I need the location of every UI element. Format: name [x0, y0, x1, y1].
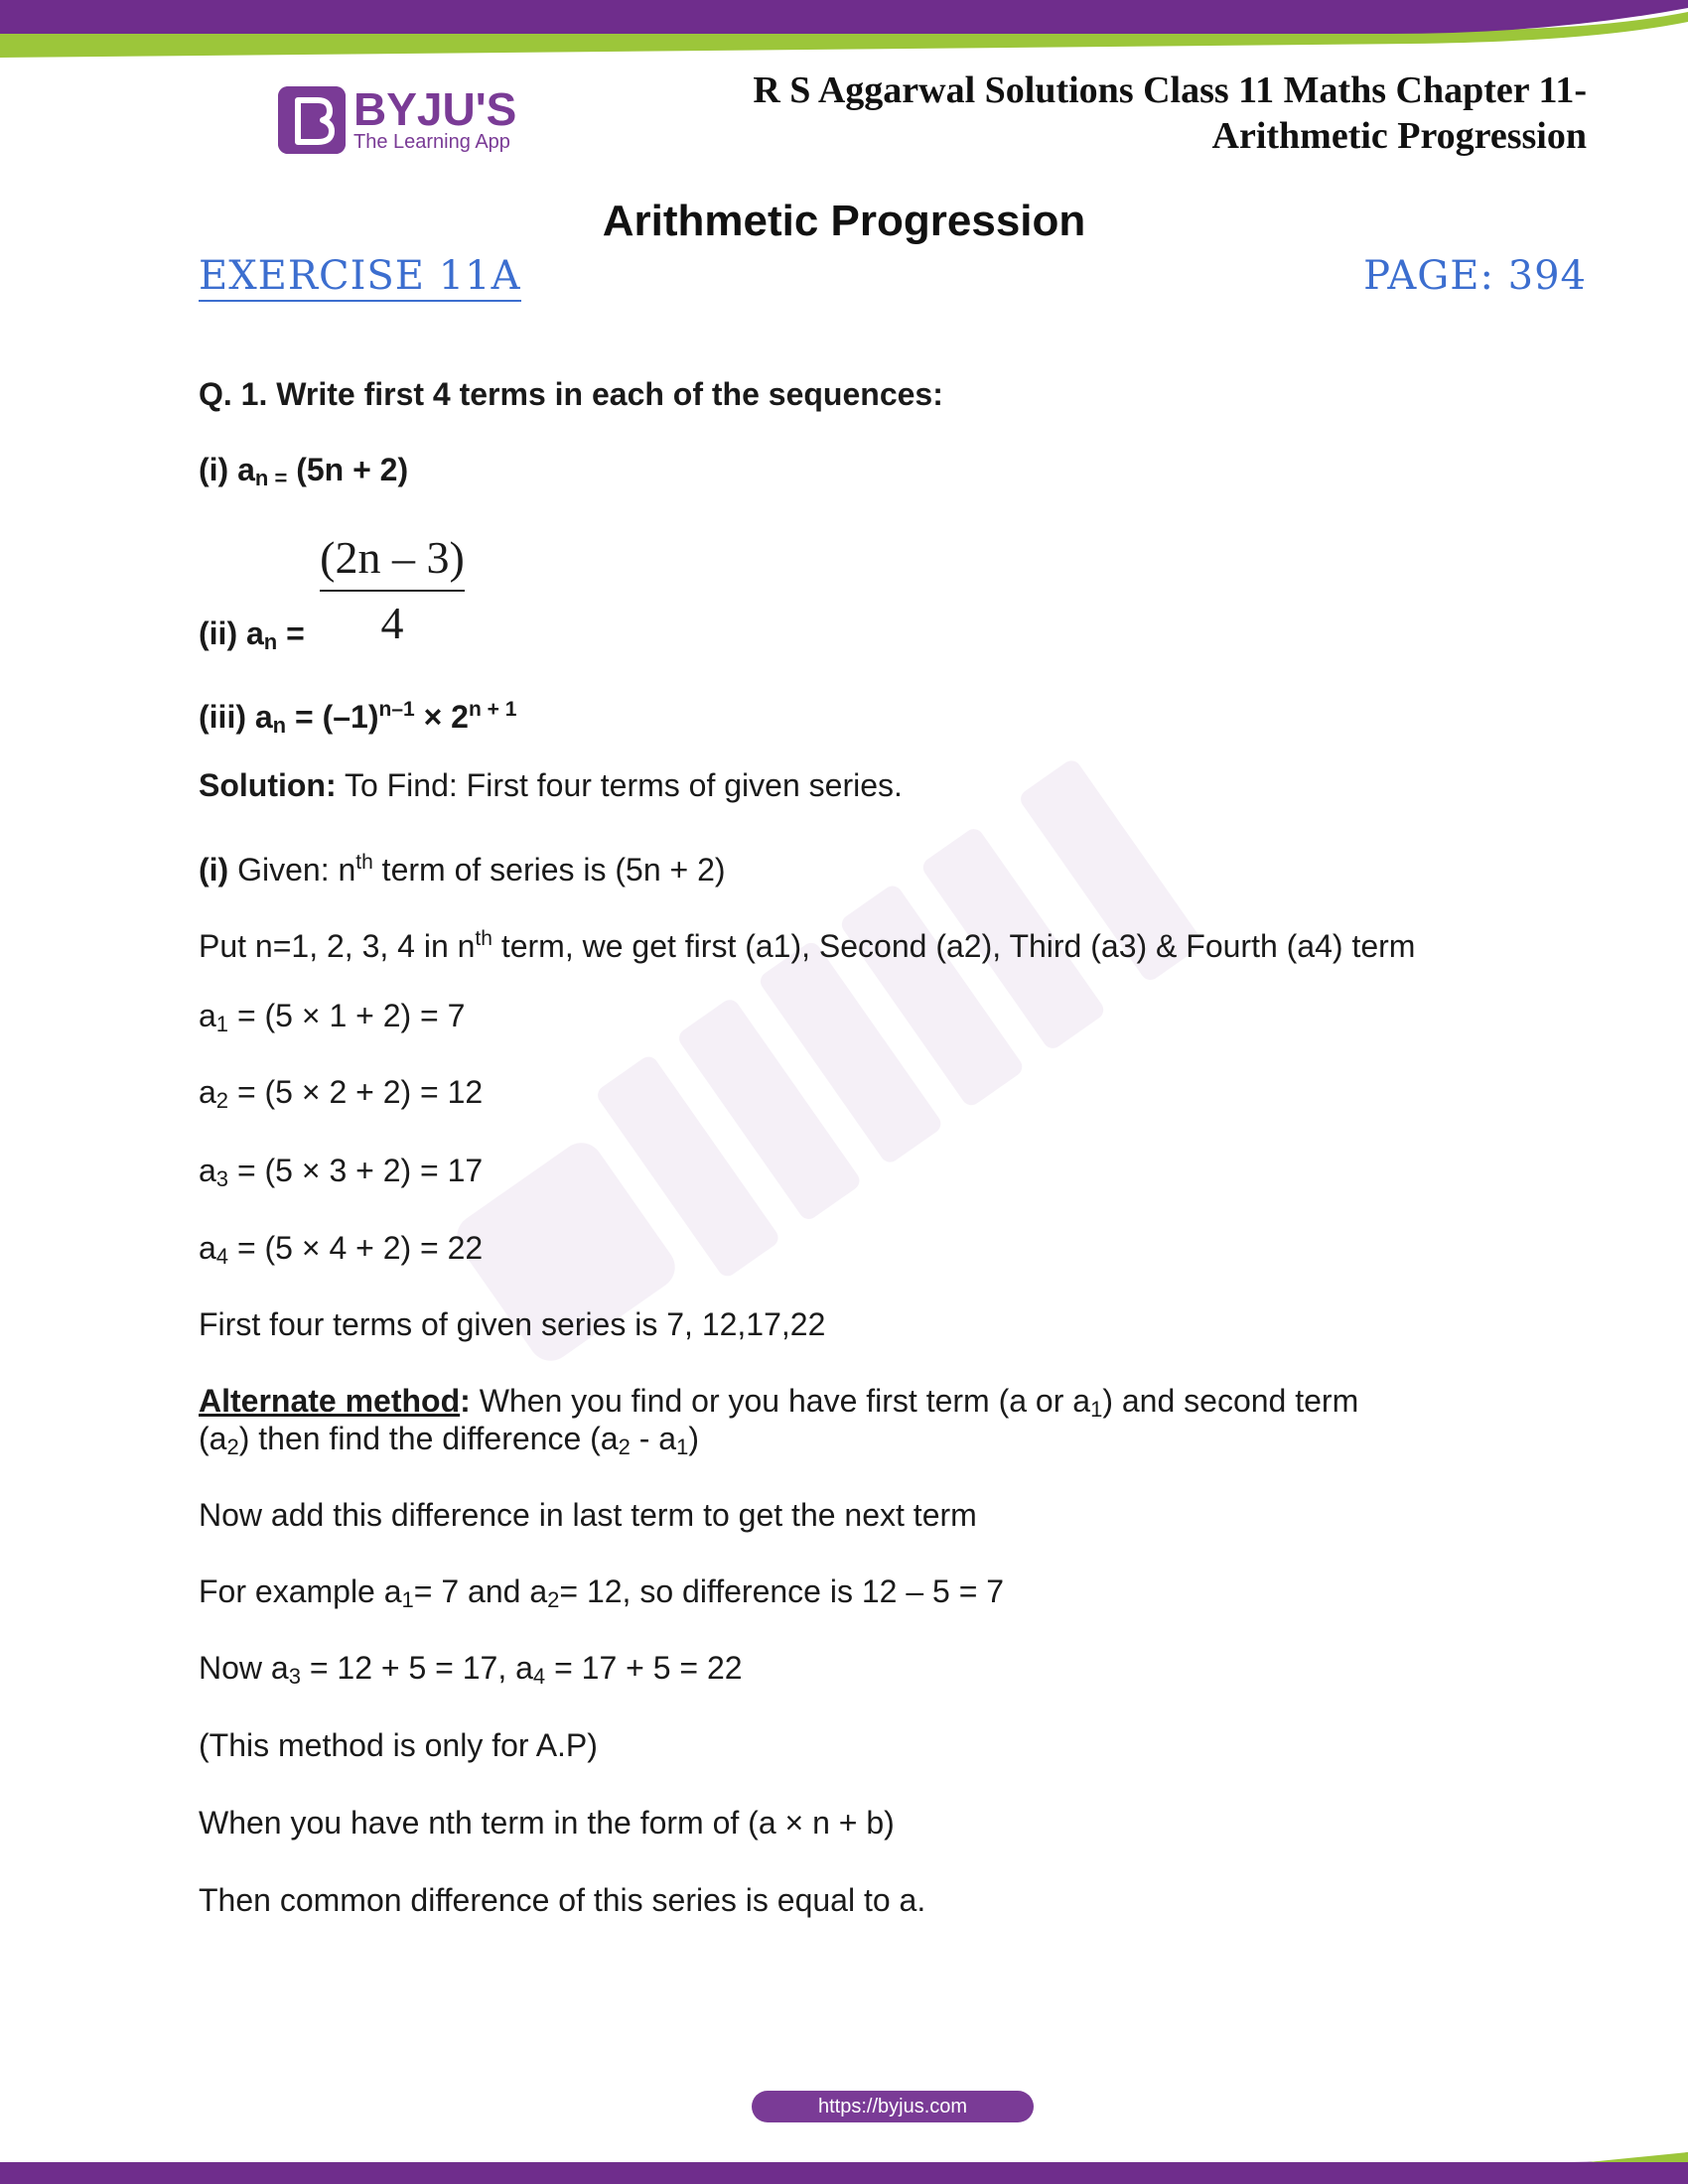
question-part-iii: (iii) $a_n = (-1)^{n-1} \times 2^{n + 1}$: [199, 698, 517, 738]
brand-tagline: The Learning App: [353, 131, 510, 153]
term-a1: $a_1 = (5 \times 1 + 2) = 7$: [199, 998, 466, 1036]
alternate-method-line2: $(a_2)$ then find the difference $(a_2 - a_1)$: [199, 1421, 699, 1459]
alternate-method-line1: Alternate method: When you find or you have first term (a or $a_1$) and second term: [199, 1383, 1359, 1422]
solution-intro: Solution: To Find: First four terms of given series.: [199, 767, 903, 803]
now-terms-line: Now $a_3 = 12 + 5 = 17$, $a_4 = 17 + 5 = 22$: [199, 1650, 743, 1689]
only-ap-note: (This method is only for A.P): [199, 1727, 598, 1763]
first-four-terms: First four terms of given series is 7, 12,17,22: [199, 1306, 826, 1342]
document-header-title: [693, 68, 1587, 159]
header-title-line1: R S Aggarwal Solutions Class 11 Maths Chapter 11-: [753, 69, 1587, 111]
top-color-band: [0, 0, 1688, 58]
brand-name: BYJU'S: [353, 83, 517, 135]
question-title: Q. 1. Write first 4 terms in each of the sequences:: [199, 376, 943, 412]
common-difference-note: Then common difference of this series is equal to a.: [199, 1882, 926, 1918]
header-title-line2: Arithmetic Progression: [1211, 115, 1587, 157]
page-number-label: PAGE: 394: [1363, 253, 1587, 299]
footer-url-link[interactable]: https://byjus.com: [752, 2091, 1034, 2122]
fraction-numerator: (2n – 3): [320, 526, 465, 592]
nth-term-form: When you have nth term in the form of (a × n + b): [199, 1805, 895, 1841]
example-line: For example $a_1= 7$ and $a_2= 12$, so difference is 12 – 5 = 7: [199, 1573, 1005, 1612]
exercise-label: EXERCISE 11A: [199, 252, 521, 302]
bottom-color-band: [0, 2152, 1688, 2184]
byjus-logo-icon: [278, 86, 346, 154]
term-a3: $a_3 = (5 \times 3 + 2) = 17$: [199, 1153, 484, 1191]
now-add-difference: Now add this difference in last term to get the next term: [199, 1497, 977, 1533]
fraction-denominator: 4: [380, 598, 404, 648]
fraction-2n-minus-3-over-4: [320, 526, 465, 655]
alternate-method-label: Alternate method: [199, 1383, 461, 1419]
question-part-i: (i) $a_{n =}$ (5n + 2): [199, 452, 409, 490]
solution-given: (i) Given: $n^{th}$ term of series is (5n + 2): [199, 851, 726, 887]
term-a4: $a_4 = (5 \times 4 + 2) = 22$: [199, 1230, 484, 1269]
term-a2: $a_2 = (5 \times 2 + 2) = 12$: [199, 1074, 484, 1113]
question-part-ii: (ii) $a_n$ =: [199, 615, 305, 654]
page-title: Arithmetic Progression: [602, 197, 1086, 245]
byjus-logo: [278, 83, 516, 157]
solution-put-n: Put n=1, 2, 3, 4 in $n^{th}$ term, we get first (a1), Second (a2), Third (a3) & Fourth (a4) term: [199, 927, 1416, 964]
